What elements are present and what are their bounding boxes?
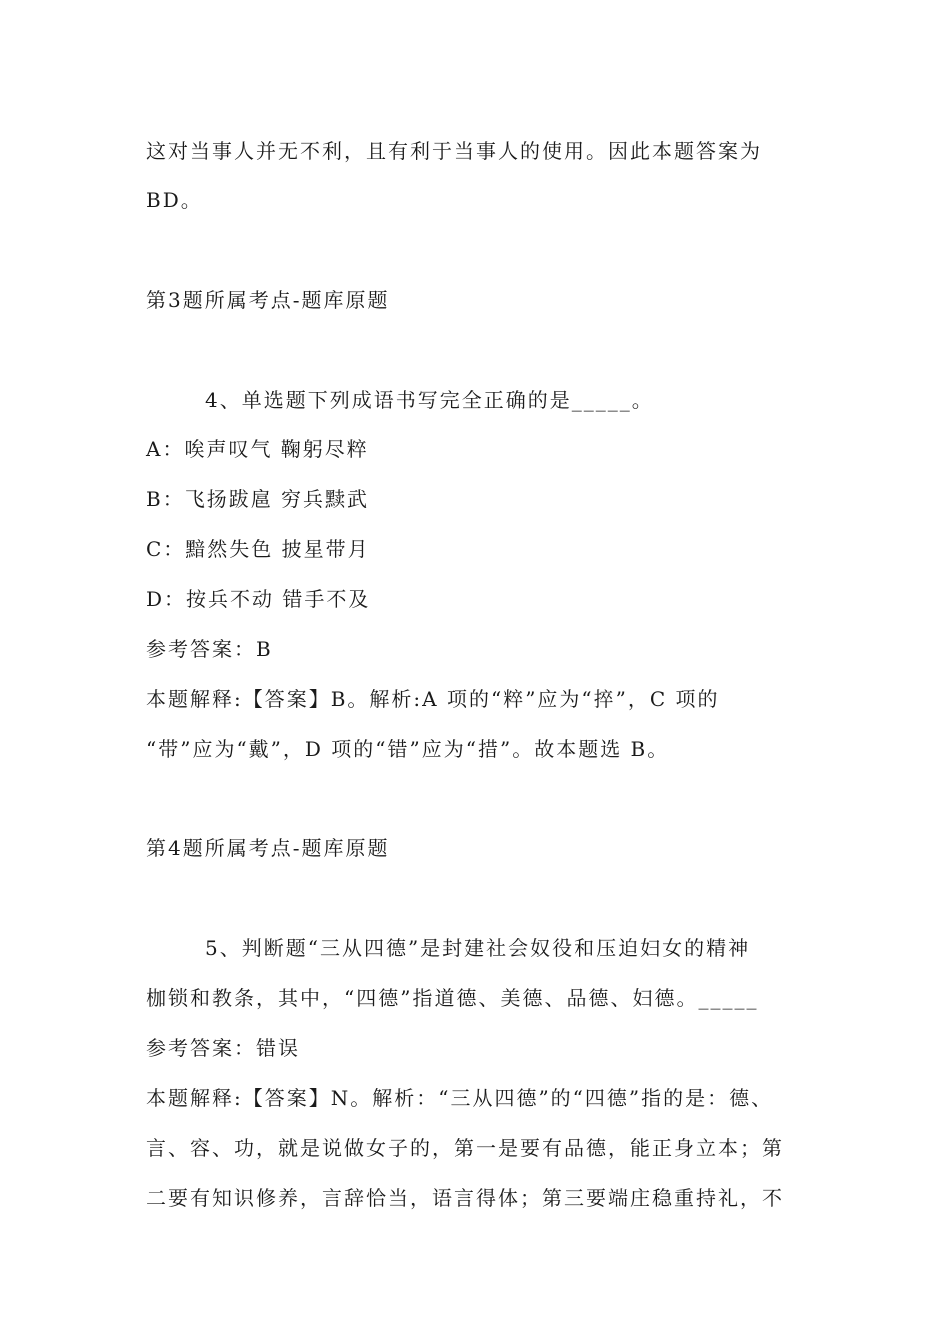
q5-question-line: 5、判断题“三从四德”是封建社会奴役和压迫妇女的精神: [205, 936, 751, 960]
q4-option-c: C：黯然失色 披星带月: [146, 537, 370, 561]
q5-explanation-line: 本题解释:【答案】N。解析：“三从四德”的“四德”指的是：德、: [146, 1086, 774, 1110]
q5-explanation-line: 二要有知识修养，言辞恰当，语言得体；第三要端庄稳重持礼，不: [146, 1186, 784, 1210]
q3-explanation-line: 这对当事人并无不利，且有利于当事人的使用。因此本题答案为: [146, 139, 762, 163]
q4-answer: 参考答案：B: [146, 637, 273, 661]
q3-explanation-line: BD。: [146, 188, 203, 212]
q5-explanation-line: 言、容、功，就是说做女子的，第一是要有品德，能正身立本；第: [146, 1136, 784, 1160]
q5-answer: 参考答案：错误: [146, 1036, 300, 1060]
q4-option-a: A：唉声叹气 鞠躬尽粹: [146, 437, 369, 461]
q3-knowledge-point: 第3题所属考点-题库原题: [146, 288, 390, 312]
q4-option-d: D：按兵不动 错手不及: [146, 587, 371, 611]
q5-question-line: 枷锁和教条，其中，“四德”指道德、美德、品德、妇德。_____: [146, 986, 759, 1010]
q4-explanation-line: 本题解释:【答案】B。解析:A 项的“粹”应为“捽”，C 项的: [146, 687, 720, 711]
q4-knowledge-point: 第4题所属考点-题库原题: [146, 836, 390, 860]
q4-question: 4、单选题下列成语书写完全正确的是_____。: [205, 388, 654, 412]
q4-explanation-line: “带”应为“戴”，D 项的“错”应为“措”。故本题选 B。: [146, 737, 670, 761]
q4-option-b: B：飞扬跋扈 穷兵黩武: [146, 487, 370, 511]
